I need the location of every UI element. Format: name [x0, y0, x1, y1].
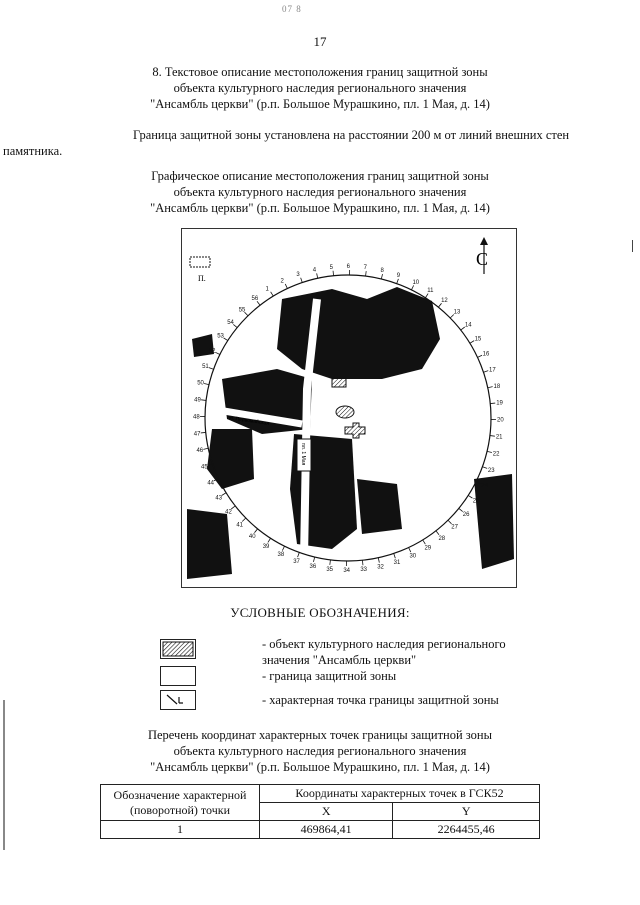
- point-label: 19: [496, 400, 503, 407]
- paragraph-line1: Граница защитной зоны установлена на расстоянии 200 м от линий внешних стен: [133, 128, 570, 142]
- point-label: 8: [380, 268, 384, 275]
- point-tick: [224, 338, 228, 341]
- point-tick: [242, 518, 246, 521]
- point-label: 29: [424, 545, 432, 552]
- point-label: 9: [396, 273, 401, 280]
- point-label: 16: [482, 351, 490, 358]
- point-label: 53: [217, 333, 224, 340]
- point-label: 18: [493, 383, 501, 390]
- y-header: Y: [393, 803, 540, 821]
- monument-object-chapel: [345, 423, 365, 438]
- point-tick: [209, 368, 214, 370]
- point-tick: [411, 285, 413, 289]
- point-label: 50: [197, 380, 204, 387]
- point-tick: [271, 292, 274, 296]
- binding-edge: [3, 700, 5, 850]
- point-tick: [381, 274, 382, 279]
- table-row: [101, 821, 540, 839]
- point-label: 15: [474, 336, 482, 343]
- point-designation-header-line1: Обозначение характерной: [113, 787, 247, 802]
- zone-map: [181, 228, 517, 588]
- point-tick: [468, 495, 472, 498]
- point-tick: [482, 467, 487, 469]
- point-tick: [488, 387, 493, 388]
- point-tick: [423, 540, 426, 544]
- street-label-first: пл. Первомайская: [226, 415, 270, 427]
- legend-item-monument: [262, 636, 506, 668]
- north-label: С: [476, 249, 489, 269]
- building-block-corner-right: [474, 474, 514, 569]
- point-tick: [459, 508, 463, 511]
- monument-object-bell-tower: [332, 376, 346, 387]
- table-header-row: [101, 785, 540, 803]
- point-label: 22: [492, 451, 500, 458]
- point-label: 27: [451, 524, 458, 531]
- point-label: 2: [280, 278, 284, 285]
- point-label: 17: [489, 367, 496, 374]
- legend-swatch-monument: [160, 639, 196, 659]
- point-tick: [490, 403, 495, 404]
- coords-heading: [90, 727, 550, 775]
- point-label: 39: [262, 543, 270, 550]
- point-label: 44: [207, 480, 215, 487]
- point-tick: [317, 273, 318, 278]
- point-tick: [298, 552, 300, 557]
- point-tick: [436, 531, 439, 535]
- graphic-heading-line3: "Ансамбль церкви" (р.п. Большое Мурашкино, пл. 1 Мая, д. 14): [150, 201, 490, 215]
- point-label: 24: [481, 483, 488, 490]
- page-number: 17: [313, 34, 327, 49]
- point-label: 6: [346, 264, 351, 271]
- street-label-second: пл. 1 Мая: [300, 443, 306, 466]
- point-tick: [201, 400, 206, 401]
- margin-mark: [632, 240, 633, 252]
- point-label: 30: [409, 553, 417, 560]
- graphic-heading: [90, 168, 550, 216]
- point-tick: [483, 371, 488, 373]
- section-heading-line3: "Ансамбль церкви" (р.п. Большое Мурашкино, пл. 1 Мая, д. 14): [150, 97, 490, 111]
- point-tick: [397, 279, 399, 284]
- point-tick: [448, 520, 451, 524]
- point-label: 31: [393, 560, 401, 567]
- point-tick: [378, 558, 379, 563]
- point-label: 28: [438, 535, 446, 542]
- point-tick: [470, 341, 474, 344]
- point-label: 56: [251, 296, 259, 303]
- point-tick: [282, 546, 284, 550]
- paragraph-line2: памятника.: [3, 144, 63, 158]
- point-tick: [285, 284, 287, 289]
- north-arrow-icon: [480, 237, 488, 245]
- point-label: 54: [227, 319, 234, 326]
- x-header: X: [260, 803, 393, 821]
- point-label: 26: [462, 512, 470, 519]
- point-label: 23: [487, 467, 495, 474]
- point-tick: [201, 432, 206, 433]
- point-tick: [490, 436, 495, 437]
- point-designation-header-line2: (поворотной) точки: [130, 802, 230, 817]
- section-heading-line1: 8. Текстовое описание местоположения границ защитной зоны: [152, 65, 488, 79]
- point-designation-header: [101, 785, 260, 821]
- corner-label: П.: [198, 274, 206, 283]
- point-label: 41: [236, 522, 244, 529]
- point-tick: [301, 278, 303, 283]
- point-label: 43: [215, 495, 223, 502]
- point-label: 37: [293, 558, 300, 565]
- legend-item-point: - характерная точка границы защитной зоны: [262, 693, 499, 707]
- legend-item-boundary: - граница защитной зоны: [262, 669, 397, 683]
- point-label: 40: [248, 533, 256, 540]
- point-tick: [478, 355, 483, 357]
- coords-heading-line3: "Ансамбль церкви" (р.п. Большое Мурашкино, пл. 1 Мая, д. 14): [150, 760, 490, 774]
- point-label: 10: [412, 279, 420, 286]
- coords-heading-line1: Перечень координат характерных точек границы защитной зоны: [147, 728, 493, 742]
- point-label: 36: [309, 563, 317, 570]
- point-cell: 1: [101, 821, 260, 839]
- section-heading-line2: объекта культурного наследия регионального значения: [173, 81, 467, 95]
- point-label: 33: [360, 567, 368, 574]
- point-label: 34: [343, 567, 351, 574]
- monument-object-church: [336, 406, 354, 418]
- point-tick: [330, 560, 331, 565]
- point-label: 42: [225, 509, 232, 516]
- point-label: 1: [265, 286, 269, 293]
- point-tick: [313, 557, 314, 562]
- section-heading: [90, 64, 550, 112]
- graphic-heading-line2: объекта культурного наследия регионального значения: [173, 185, 467, 199]
- graphic-heading-line1: Графическое описание местоположения границ защитной зоны: [151, 169, 489, 183]
- point-label: 25: [472, 498, 480, 505]
- point-label: 14: [464, 322, 472, 329]
- point-tick: [333, 271, 334, 276]
- point-label: 46: [196, 448, 204, 455]
- point-label: 51: [202, 364, 209, 371]
- legend-swatch-point: [160, 690, 196, 710]
- hatch-icon: [161, 640, 195, 658]
- point-tick: [362, 560, 363, 565]
- point-tick: [204, 383, 209, 384]
- point-tick: [222, 493, 226, 496]
- point-label: 35: [326, 566, 334, 573]
- corner-marker: [190, 257, 210, 267]
- point-label: 20: [496, 417, 504, 424]
- point-label: 48: [193, 414, 200, 421]
- point-label: 7: [363, 265, 368, 272]
- point-tick: [231, 506, 235, 509]
- point-label: 55: [238, 307, 246, 314]
- point-label: 38: [277, 552, 285, 559]
- building-block-southeast: [357, 479, 402, 534]
- y-cell: 2264455,46: [393, 821, 540, 839]
- point-label: 21: [495, 434, 503, 441]
- point-tick: [203, 448, 208, 449]
- point-tick: [487, 451, 492, 452]
- building-block-corner-left: [187, 509, 232, 579]
- point-label: 45: [200, 464, 208, 471]
- coordinates-header: Координаты характерных точек в ГСК52: [260, 785, 540, 803]
- point-tick: [268, 538, 271, 542]
- coordinates-table: [100, 784, 540, 839]
- x-cell: 469864,41: [260, 821, 393, 839]
- boundary-paragraph: [3, 127, 578, 159]
- top-mark: 07 8: [282, 4, 302, 14]
- coords-heading-line2: объекта культурного наследия регионального значения: [173, 744, 467, 758]
- point-label: 3: [296, 271, 300, 278]
- building-block-north: [277, 287, 440, 379]
- point-label: 47: [193, 431, 201, 438]
- point-tick: [409, 548, 411, 553]
- point-label: 12: [441, 298, 448, 305]
- point-tick: [215, 352, 219, 354]
- point-marker-icon: [161, 691, 195, 709]
- zone-map-svg: [182, 229, 516, 587]
- legend-item-monument-line1: - объект культурного наследия регионального: [262, 637, 506, 651]
- legend-swatch-boundary: [160, 666, 196, 686]
- legend-item-monument-line2: значения "Ансамбль церкви": [262, 653, 417, 667]
- point-label: 5: [329, 264, 333, 271]
- building-block-southwest: [207, 429, 254, 489]
- point-label: 13: [453, 309, 461, 316]
- point-tick: [254, 529, 257, 533]
- point-label: 32: [377, 564, 384, 571]
- point-tick: [394, 553, 396, 558]
- legend-title: УСЛОВНЫЕ ОБОЗНАЧЕНИЯ:: [230, 605, 410, 620]
- point-label: 11: [427, 288, 434, 295]
- point-label: 4: [312, 267, 317, 274]
- point-label: 52: [208, 348, 216, 355]
- point-tick: [366, 271, 367, 276]
- point-label: 49: [194, 397, 201, 404]
